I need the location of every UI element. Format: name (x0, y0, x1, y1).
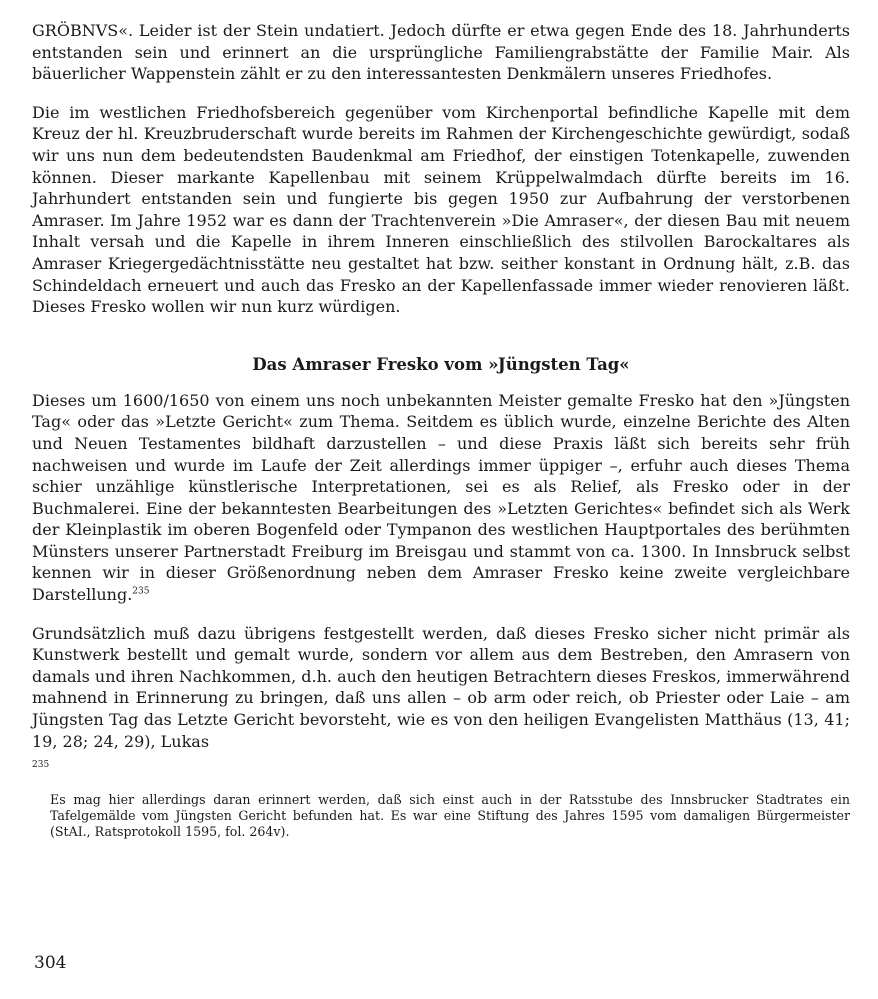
paragraph-fresko-intro (32, 390, 850, 606)
paragraph-totenkapelle: Die im westlichen Friedhofsbereich gegenüber vom Kirchenportal befindliche Kapelle mit dem Kreuz der hl. Kreuzbruderschaft wurde bereits im Rahmen der Kirchengeschichte gewürdigt, sodaß wir uns nun dem bedeutendsten Baudenkmal am Friedhof, der einstigen Totenkapelle, zuwenden können. Dieser markante Kapellenbau mit seinem Krüppelwalmdach dürfte bereits im 16. Jahrhundert entstanden sein und fungierte bis gegen 1950 zur Aufbahrung der verstorbenen Amraser. Im Jahre 1952 war es dann der Trachtenverein »Die Amraser«, der diesen Bau mit neuem Inhalt versah und die Kapelle in ihrem Inneren einschließlich des stilvollen Barockaltares als Amraser Kriegergedächtnisstätte neu gestaltet hat bzw. seither konstant in Ordnung hält, z.B. das Schindeldach erneuert und auch das Fresko an der Kapellenfassade immer wieder renovieren läßt. Dieses Fresko wollen wir nun kurz würdigen. (32, 102, 850, 317)
document-page (32, 20, 850, 840)
paragraph-wappenstein: GRÖBNVS«. Leider ist der Stein undatiert. Jedoch dürfte er etwa gegen Ende des 18. Jahrhunderts entstanden sein und erinnert an die ursprüngliche Familiengrabstätte der Familie Mair. Als bäuerlicher Wappenstein zählt er zu den interessantesten Denkmälern unseres Friedhofes. (32, 21, 850, 84)
footnote-number: 235 (32, 760, 50, 771)
section-heading: Das Amraser Fresko vom »Jüngsten Tag« (252, 354, 630, 374)
footnote (32, 760, 850, 840)
footnote-text: Es mag hier allerdings daran erinnert werden, daß sich einst auch in der Ratsstube des Innsbrucker Stadtrates ein Tafelgemälde vom Jüngsten Gericht befunden hat. Es war eine Stiftung des Jahres 1595 vom damaligen Bürgermeister (StAI., Ratsprotokoll 1595, fol. 264v). (50, 792, 850, 840)
paragraph-grundsaetzlich: Grundsätzlich muß dazu übrigens festgestellt werden, daß dieses Fresko sicher nicht primär als Kunstwerk bestellt und gemalt wurde, sondern vor allem aus dem Bestreben, den Amrasern von damals und ihren Nachkommen, d.h. auch den heutigen Betrachtern dieses Freskos, immerwährend mahnend in Erinnerung zu bringen, daß uns allen – ob arm oder reich, ob Priester oder Laie – am Jüngsten Tag das Letzte Gericht bevorsteht, wie es von den heiligen Evangelisten Matthäus (13, 41; 19, 28; 24, 29), Lukas (32, 623, 850, 751)
paragraph-fresko-intro-text: Dieses um 1600/1650 von einem uns noch unbekannten Meister gemalte Fresko hat den »Jüngsten Tag« oder das »Letzte Gericht« zum Thema. Seitdem es üblich wurde, einzelne Berichte des Alten und Neuen Testamentes bildhaft darzustellen – und diese Praxis läßt sich bereits sehr früh nachweisen und wurde im Laufe der Zeit allerdings immer üppiger –, erfuhr auch dieses Thema schier unzählige künstlerische Interpretationen, sei es als Relief, als Fresko oder in der Buchmalerei. Eine der bekanntesten Bearbeitungen des »Letzten Gerichtes« befindet sich als Werk der Kleinplastik im oberen Bogenfeld oder Tympanon des westlichen Hauptportales des berühmten Münsters unserer Partnerstadt Freiburg im Breisgau und stammt von ca. 1300. In Innsbruck selbst kennen wir in dieser Größenordnung neben dem Amraser Fresko keine zweite vergleichbare Darstellung. (32, 390, 850, 605)
footnote-reference[interactable]: 235 (132, 586, 150, 597)
page-number: 304 (34, 953, 67, 973)
